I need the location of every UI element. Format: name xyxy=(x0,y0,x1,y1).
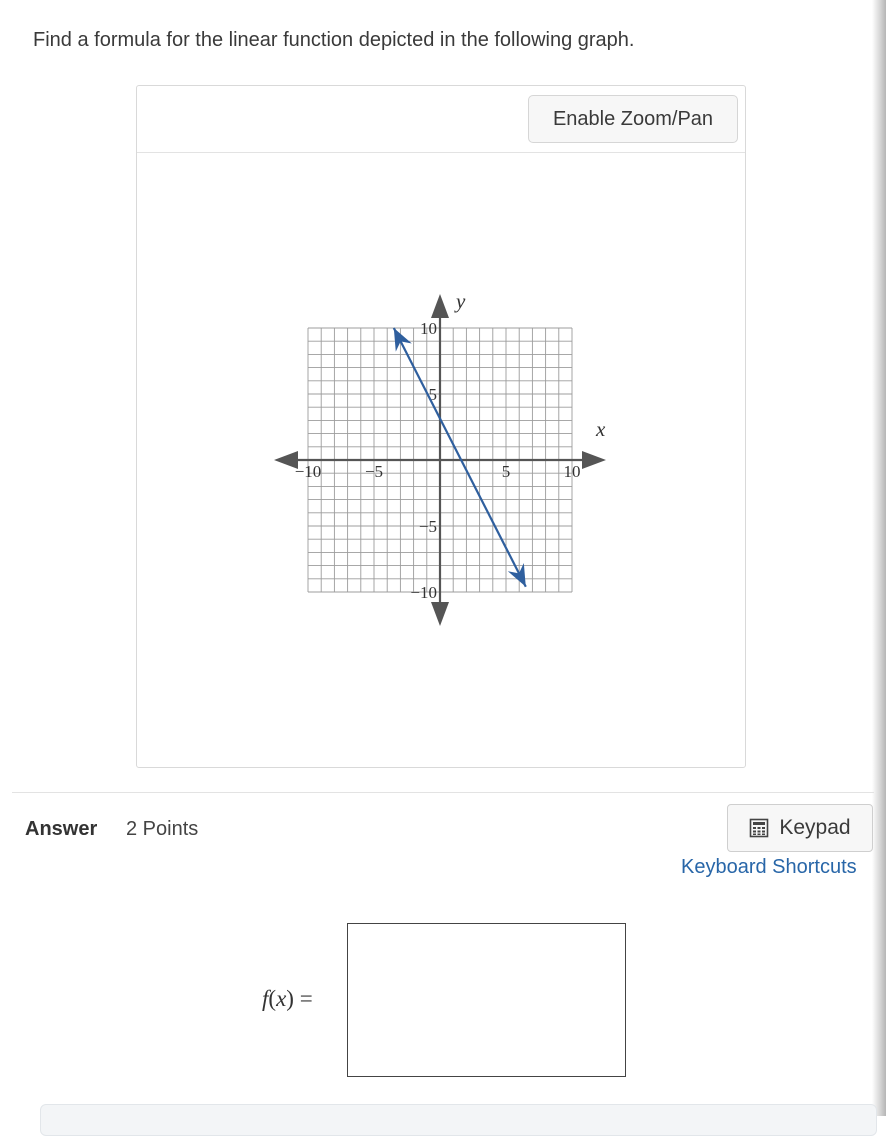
question-text: Find a formula for the linear function depicted in the following graph. xyxy=(33,29,635,51)
y-axis-label: y xyxy=(456,289,466,313)
function-label-rest: ) = xyxy=(286,986,313,1011)
x-tick-label: 10 xyxy=(563,462,581,481)
y-axis-bottom-arrow xyxy=(431,602,449,626)
enable-zoom-pan-button[interactable]: Enable Zoom/Pan xyxy=(528,95,738,143)
x-axis-label: x xyxy=(596,417,606,441)
x-tick-label: 5 xyxy=(501,462,511,481)
x-tick-label: −5 xyxy=(364,462,384,481)
calculator-icon xyxy=(749,818,769,838)
next-section-card xyxy=(40,1104,877,1136)
keypad-button[interactable] xyxy=(727,804,873,852)
function-name: f xyxy=(262,986,269,1011)
y-tick-label: −10 xyxy=(410,583,437,602)
function-variable: x xyxy=(276,986,287,1011)
x-axis-right-arrow xyxy=(582,451,606,469)
points-value: 2 Points xyxy=(126,818,199,840)
function-line-start-arrow xyxy=(394,328,412,352)
graph-card xyxy=(136,85,746,768)
line-graph xyxy=(137,86,747,769)
keyboard-shortcuts-link[interactable]: Keyboard Shortcuts xyxy=(681,856,857,878)
answer-input[interactable] xyxy=(347,923,626,1077)
answer-label: Answer xyxy=(25,818,98,840)
keypad-button-label: Keypad xyxy=(779,816,851,839)
y-axis-top-arrow xyxy=(431,294,449,318)
y-tick-label: 10 xyxy=(420,319,437,338)
section-divider xyxy=(12,792,874,793)
function-paren-open: ( xyxy=(268,986,277,1011)
x-tick-label: −10 xyxy=(294,462,322,481)
y-tick-label: 5 xyxy=(428,385,437,404)
function-label xyxy=(262,986,313,1012)
y-tick-label: −5 xyxy=(418,517,437,536)
function-line-end-arrow xyxy=(508,563,526,587)
window-edge-shadow xyxy=(872,0,886,1116)
